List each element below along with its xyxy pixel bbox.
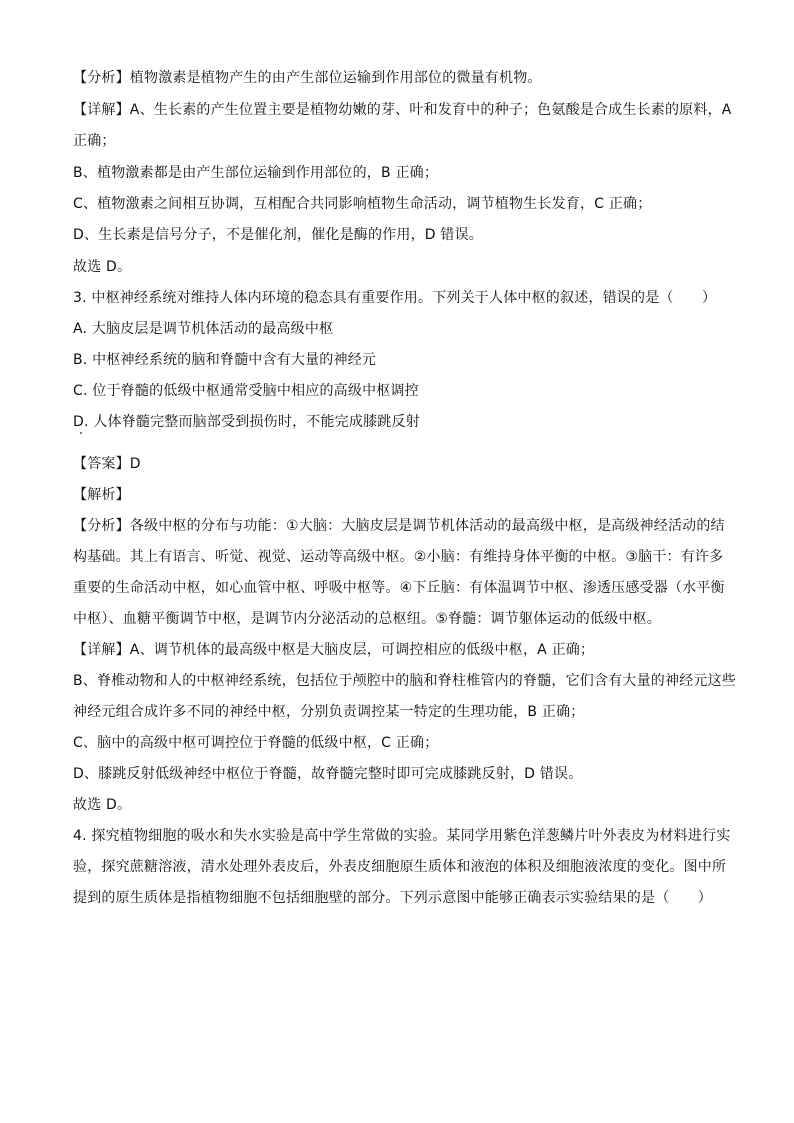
detail-q2-c: C、植物激素之间相互协调，互相配合共同影响植物生命活动，调节植物生长发育，C 正确； [73,196,652,212]
stray-mark [80,432,82,434]
detail-q3-b-cont: 神经元组合成许多不同的神经中枢，分别负责调控某一特定的生理功能，B 正确； [73,704,585,720]
question-4-stem-line1: 4. 探究植物细胞的吸水和失水实验是高中学生常做的实验。某同学用紫色洋葱鳞片叶外表皮为材料进行实 [73,828,731,844]
question-3-stem: 3. 中枢神经系统对维持人体内环境的稳态具有重要作用。下列关于人体中枢的叙述，错误的是（ ） [73,290,717,306]
detail-q2-a-cont: 正确； [73,133,116,149]
question-3-option-d: D. 人体脊髓完整而脑部受到损伤时，不能完成膝跳反射 [73,414,420,430]
analysis-q2: 【分析】植物激素是植物产生的由产生部位运输到作用部位的微量有机物。 [73,70,542,86]
explanation-label-q3: 【解析】 [73,487,130,503]
analysis-q3-line1: 【分析】各级中枢的分布与功能：①大脑：大脑皮层是调节机体活动的最高级中枢，是高级神经活动的结 [73,518,725,534]
answer-label-q3: 【答案】D [73,456,141,472]
detail-q3-b: B、脊椎动物和人的中枢神经系统，包括位于颅腔中的脑和脊柱椎管内的脊髓，它们含有大量的神经元这些 [73,673,737,689]
question-3-option-c: C. 位于脊髓的低级中枢通常受脑中相应的高级中枢调控 [73,383,419,399]
question-3-option-a: A. 大脑皮层是调节机体活动的最高级中枢 [73,321,334,337]
analysis-q3-line2: 构基础。其上有语言、听觉、视觉、运动等高级中枢。②小脑：有维持身体平衡的中枢。③脑干：有许多 [73,549,724,565]
detail-q3-d: D、膝跳反射低级神经中枢位于脊髓，故脊髓完整时即可完成膝跳反射，D 错误。 [73,766,583,782]
detail-q2-a: 【详解】A、生长素的产生位置主要是植物幼嫩的芽、叶和发育中的种子；色氨酸是合成生长素的原料，A [73,102,732,118]
detail-q2-d: D、生长素是信号分子，不是催化剂，催化是酶的作用，D 错误。 [73,227,484,243]
answer-q2: 故选 D。 [73,259,132,275]
question-4-stem-line3: 提到的原生质体是指植物细胞不包括细胞壁的部分。下列示意图中能够正确表示实验结果的是（ ） [73,890,712,906]
question-3-option-b: B. 中枢神经系统的脑和脊髓中含有大量的神经元 [73,352,377,368]
detail-q2-b: B、植物激素都是由产生部位运输到作用部位的，B 正确； [73,165,439,181]
answer-q3: 故选 D。 [73,797,132,813]
analysis-q3-line4: 中枢）、血糖平衡调节中枢，是调节内分泌活动的总枢纽。⑤脊髓：调节躯体运动的低级中枢。 [73,611,661,627]
detail-q3-c: C、脑中的高级中枢可调控位于脊髓的低级中枢，C 正确； [73,735,439,751]
question-4-stem-line2: 验，探究蔗糖溶液，清水处理外表皮后，外表皮细胞原生质体和液泡的体积及细胞液浓度的变化。图中所 [73,859,727,875]
detail-q3-a: 【详解】A、调节机体的最高级中枢是大脑皮层，可调控相应的低级中枢，A 正确； [73,642,595,658]
analysis-q3-line3: 重要的生命活动中枢，如心血管中枢、呼吸中枢等。④下丘脑：有体温调节中枢、渗透压感受器（水平衡 [73,580,725,596]
